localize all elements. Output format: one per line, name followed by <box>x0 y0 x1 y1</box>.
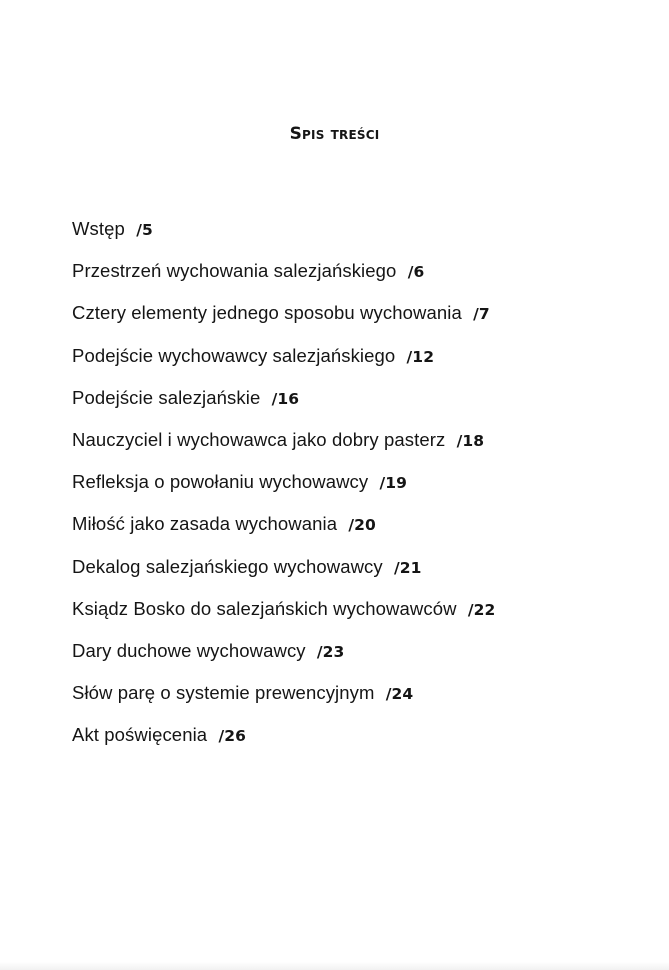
toc-entry-page: /21 <box>394 558 422 577</box>
toc-entry-page: /19 <box>379 474 408 493</box>
toc-entry-title: Cztery elementy jednego sposobu wychowania <box>72 302 462 324</box>
toc-entry[interactable] <box>72 342 652 384</box>
toc-entry-page: /6 <box>407 263 425 282</box>
toc-entry-title: Wstęp <box>72 218 125 239</box>
toc-entry-page: /12 <box>406 347 435 366</box>
toc-entry-title: Ksiądz Bosko do salezjańskich wychowawców <box>72 597 457 619</box>
toc-entry-page: /18 <box>456 431 485 450</box>
toc-entry[interactable] <box>72 468 652 510</box>
toc-entry-page: /7 <box>473 305 490 324</box>
toc-entry-title: Akt poświęcenia <box>72 724 208 746</box>
toc-entry[interactable] <box>72 637 652 679</box>
toc-entry-title: Refleksja o powołaniu wychowawcy <box>72 471 369 493</box>
toc-entry-title: Miłość jako zasada wychowania <box>72 513 338 535</box>
page-title: Spis treści <box>289 124 380 144</box>
toc-entry-page: /23 <box>316 642 345 661</box>
toc-entry[interactable] <box>72 215 652 257</box>
toc-entry-page: /5 <box>136 221 153 239</box>
toc-entry-page: /22 <box>467 600 496 619</box>
toc-entry-title: Słów parę o systemie prewencyjnym <box>72 682 375 704</box>
toc-entry-page: /20 <box>348 516 376 535</box>
toc-entry-title: Dekalog salezjańskiego wychowawcy <box>72 555 383 577</box>
page-bottom-shadow <box>0 962 669 970</box>
toc-entry-title: Dary duchowe wychowawcy <box>72 639 306 661</box>
toc-entry[interactable] <box>72 721 652 763</box>
toc-entry[interactable] <box>72 553 652 595</box>
toc-entry-page: /24 <box>385 685 414 704</box>
toc-entry-title: Podejście salezjańskie <box>72 386 261 408</box>
toc-entry[interactable] <box>72 384 652 426</box>
toc-entry-title: Podejście wychowawcy salezjańskiego <box>72 344 396 366</box>
toc-entry-title: Przestrzeń wychowania salezjańskiego <box>72 260 397 282</box>
toc-entry-page: /16 <box>271 389 300 408</box>
toc-entry[interactable] <box>72 679 652 721</box>
toc-entry[interactable] <box>72 299 652 341</box>
table-of-contents <box>72 215 652 763</box>
toc-entry-title: Nauczyciel i wychowawca jako dobry pasterz <box>72 428 446 450</box>
toc-entry[interactable] <box>72 257 652 299</box>
toc-entry[interactable] <box>72 426 652 468</box>
toc-entry-page: /26 <box>218 727 246 746</box>
toc-entry[interactable] <box>72 510 652 552</box>
toc-entry[interactable] <box>72 595 652 637</box>
